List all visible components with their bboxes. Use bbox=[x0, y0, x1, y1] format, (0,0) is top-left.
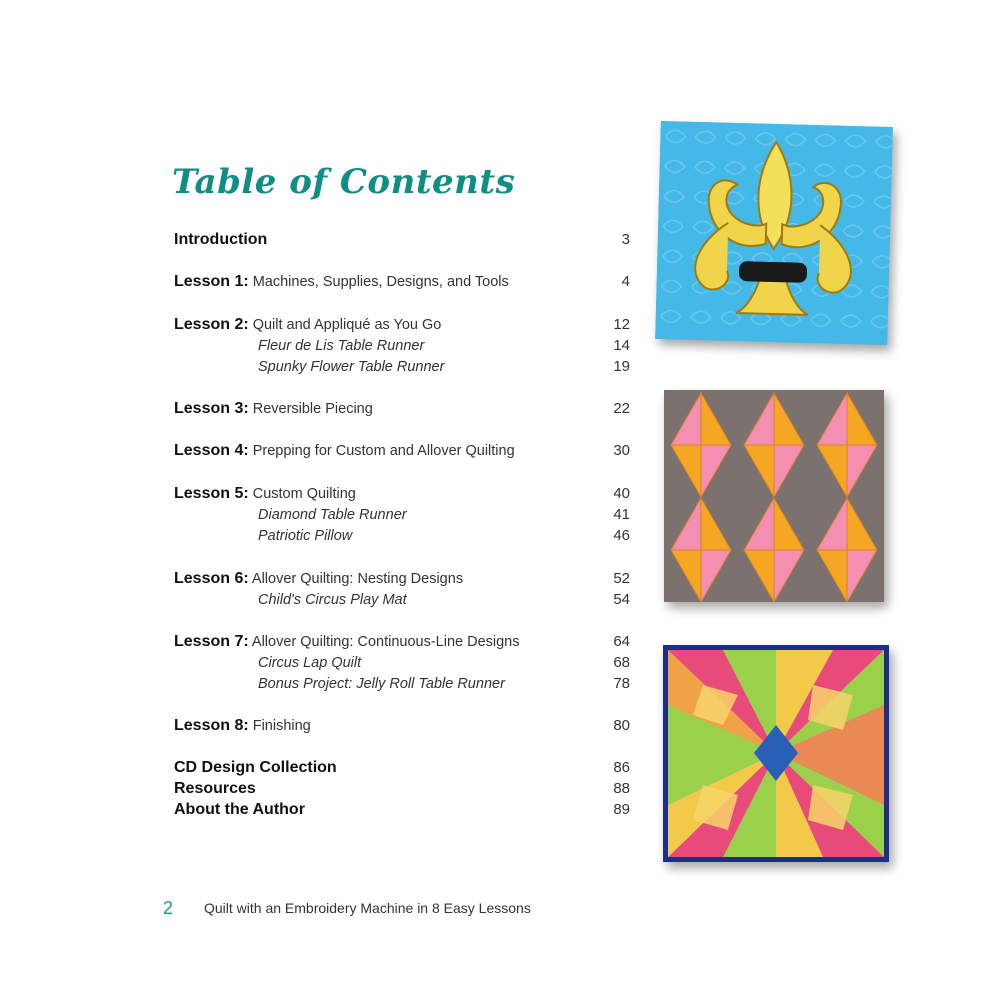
toc-entry bbox=[174, 716, 630, 736]
toc-entry bbox=[174, 357, 630, 377]
toc-page-number: 88 bbox=[613, 780, 630, 797]
toc-page-number: 3 bbox=[621, 231, 630, 248]
toc-entry-label: Child's Circus Play Mat bbox=[258, 592, 407, 608]
toc-entry-subtitle: Finishing bbox=[248, 718, 311, 734]
toc-page-number: 52 bbox=[613, 570, 630, 587]
toc-entry bbox=[174, 336, 630, 356]
toc-page-number: 30 bbox=[613, 442, 630, 459]
toc-entry-label: Spunky Flower Table Runner bbox=[258, 359, 445, 375]
toc-page-number: 68 bbox=[613, 654, 630, 671]
toc-page-number: 14 bbox=[613, 337, 630, 354]
toc-entry bbox=[174, 399, 630, 419]
toc-page-number: 40 bbox=[613, 485, 630, 502]
toc-entry-label bbox=[174, 399, 373, 419]
toc-entry-label bbox=[174, 779, 256, 799]
book-title-footer: Quilt with an Embroidery Machine in 8 Easy Lessons bbox=[204, 900, 531, 916]
toc-entry-heading: Lesson 7: bbox=[174, 633, 249, 650]
toc-entry-subtitle: Allover Quilting: Continuous-Line Designs bbox=[248, 634, 520, 650]
toc-entry-label bbox=[174, 569, 463, 589]
toc-entry-subtitle: Allover Quilting: Nesting Designs bbox=[248, 571, 464, 587]
toc-entry-heading: Lesson 4: bbox=[174, 442, 249, 459]
toc-entry-heading: Lesson 3: bbox=[174, 400, 249, 417]
toc-entry-label bbox=[174, 441, 515, 461]
toc-entry-label: Patriotic Pillow bbox=[258, 528, 353, 544]
toc-entry-subtitle: Machines, Supplies, Designs, and Tools bbox=[248, 274, 509, 290]
toc-entry-heading: Lesson 8: bbox=[174, 717, 249, 734]
toc-entry-subtitle: Custom Quilting bbox=[248, 486, 356, 502]
toc-page-number: 22 bbox=[613, 400, 630, 417]
page-title: Table of Contents bbox=[172, 162, 516, 202]
toc-entry bbox=[174, 590, 630, 610]
toc-entry bbox=[174, 505, 630, 525]
toc-entry bbox=[174, 272, 630, 292]
toc-entry-label bbox=[174, 272, 509, 292]
toc-entry-subtitle: Prepping for Custom and Allover Quilting bbox=[248, 443, 515, 459]
toc-entry-subtitle: Quilt and Appliqué as You Go bbox=[248, 317, 442, 333]
toc-page-number: 86 bbox=[613, 759, 630, 776]
toc-entry-label bbox=[174, 230, 267, 250]
toc-entry-heading: Introduction bbox=[174, 231, 268, 248]
toc-entry bbox=[174, 569, 630, 589]
toc-page-number: 78 bbox=[613, 675, 630, 692]
toc-entry bbox=[174, 653, 630, 673]
toc-entry-heading: Lesson 2: bbox=[174, 316, 249, 333]
toc-entry-label bbox=[174, 716, 311, 736]
toc-entry-subtitle: Reversible Piecing bbox=[248, 401, 373, 417]
toc-entry-heading: About the Author bbox=[174, 801, 305, 818]
page-number: 2 bbox=[163, 898, 174, 918]
toc-entry-label: Bonus Project: Jelly Roll Table Runner bbox=[258, 676, 505, 692]
toc-entry-label bbox=[174, 758, 337, 778]
toc-entry bbox=[174, 758, 630, 778]
toc-entry bbox=[174, 779, 630, 799]
toc-page-number: 41 bbox=[613, 506, 630, 523]
toc-entry-heading: Lesson 1: bbox=[174, 273, 249, 290]
toc-entry bbox=[174, 800, 630, 820]
toc-page-number: 46 bbox=[613, 527, 630, 544]
kaleidoscope-quilt-image bbox=[663, 645, 889, 862]
toc-entry-label: Fleur de Lis Table Runner bbox=[258, 338, 425, 354]
toc-entry-heading: Lesson 6: bbox=[174, 570, 249, 587]
toc-entry bbox=[174, 632, 630, 652]
toc-entry-label: Diamond Table Runner bbox=[258, 507, 407, 523]
toc-page-number: 64 bbox=[613, 633, 630, 650]
toc-page-number: 19 bbox=[613, 358, 630, 375]
toc-entry-label: Circus Lap Quilt bbox=[258, 655, 362, 671]
toc-page-number: 80 bbox=[613, 717, 630, 734]
toc-entry-label bbox=[174, 800, 305, 820]
toc-page-number: 54 bbox=[613, 591, 630, 608]
toc-entry bbox=[174, 526, 630, 546]
toc-entry bbox=[174, 230, 630, 250]
toc-entry-label bbox=[174, 484, 356, 504]
toc-entry bbox=[174, 674, 630, 694]
toc-entry bbox=[174, 441, 630, 461]
toc-entry bbox=[174, 315, 630, 335]
fleur-de-lis-quilt-image bbox=[655, 121, 893, 345]
diamond-quilt-image bbox=[664, 390, 884, 602]
toc-entry-heading: Lesson 5: bbox=[174, 485, 249, 502]
toc-entry bbox=[174, 484, 630, 504]
toc-entry-heading: CD Design Collection bbox=[174, 759, 337, 776]
toc-page-number: 89 bbox=[613, 801, 630, 818]
toc-entry-label bbox=[174, 315, 441, 335]
toc-entry-label bbox=[174, 632, 520, 652]
toc-page-number: 12 bbox=[613, 316, 630, 333]
toc-page-number: 4 bbox=[621, 273, 630, 290]
toc-entry-heading: Resources bbox=[174, 780, 256, 797]
